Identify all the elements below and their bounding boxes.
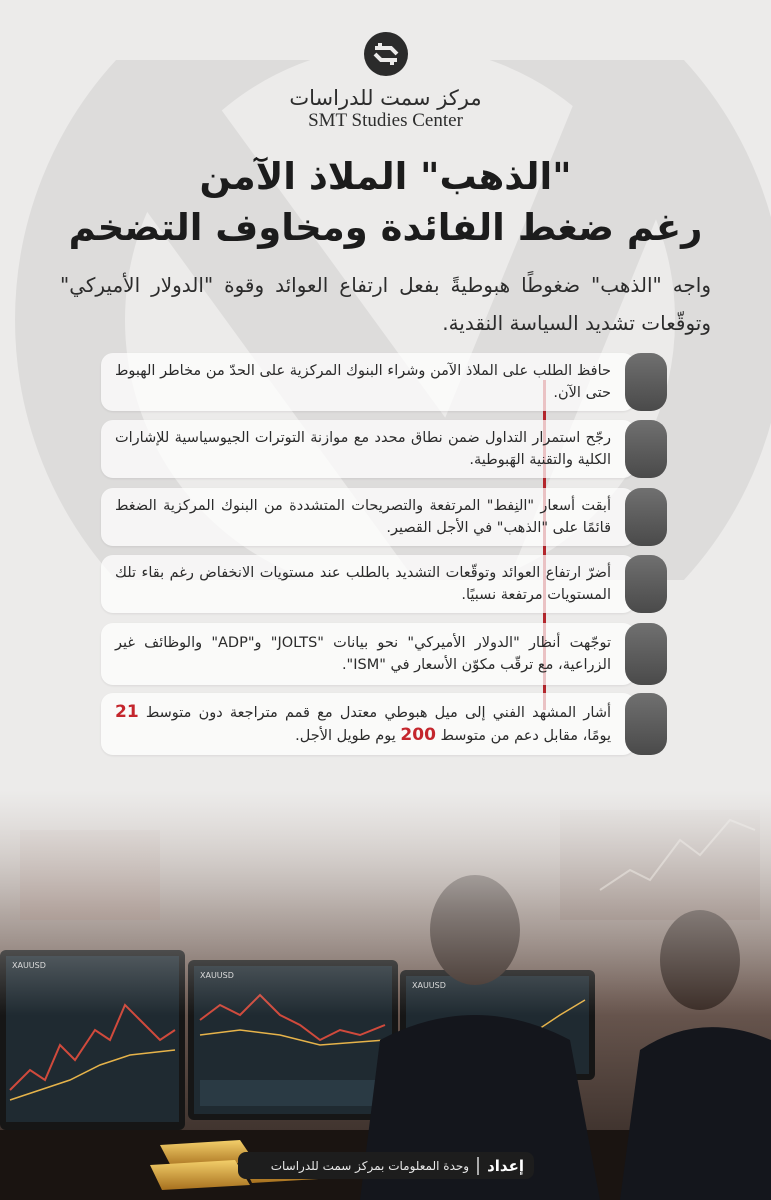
- list-item: [101, 420, 667, 478]
- item-text: رجّح استمرار التداول ضمن نطاق محدد مع موازنة التوترات الجيوسياسية للإشارات الكلية والتقنية الهَبوطية.: [115, 430, 611, 468]
- highlight-number: 21: [115, 702, 139, 722]
- intro-paragraph: واجه "الذهب" ضغوطًا هبوطيةً بفعل ارتفاع العوائد وقوة "الدولار الأميركي" وتوقّعات تشديد السياسة النقدية.: [60, 273, 711, 335]
- trading-room-photo: [0, 790, 771, 1200]
- credits-label: إعداد: [477, 1157, 534, 1175]
- item-tab: [625, 623, 667, 685]
- title-line-1: "الذهب" الملاذ الآمن: [199, 155, 572, 198]
- smt-emblem-icon: [362, 30, 410, 78]
- list-item: [101, 353, 667, 411]
- item-text: حافظ الطلب على الملاذ الآمن وشراء البنوك المركزية على الحدّ من مخاطر الهبوط حتى الآن.: [115, 363, 611, 401]
- list-item: [101, 555, 667, 613]
- credits-bar: [238, 1152, 534, 1179]
- list-item: [101, 623, 667, 685]
- item-text-part: أشار المشهد الفني إلى ميل هبوطي معتدل مع قمم متراجعة دون متوسط: [138, 705, 611, 721]
- list-item: [101, 693, 667, 755]
- item-tab: [625, 488, 667, 546]
- item-text: توجّهت أنظار "الدولار الأميركي" نحو بيانات "JOLTS" و"ADP" والوظائف غير الزراعية، مع ترقّب مكوّن الأسعار في "ISM".: [115, 635, 611, 673]
- item-text-part: يومًا، مقابل دعم من متوسط: [435, 728, 611, 744]
- item-text-part: يوم طويل الأجل.: [295, 728, 401, 744]
- highlight-number: 200: [400, 725, 436, 745]
- list-item: [101, 488, 667, 546]
- page-title: [20, 152, 751, 254]
- title-line-2: رغم ضغط الفائدة ومخاوف التضخم: [68, 206, 703, 249]
- brand-name-ar: مركز سمت للدراسات: [289, 86, 482, 110]
- item-tab: [625, 693, 667, 755]
- credits-value: وحدة المعلومات بمركز سمت للدراسات: [270, 1158, 470, 1173]
- brand-name-en: SMT Studies Center: [308, 110, 463, 131]
- item-text: [115, 701, 611, 747]
- item-tab: [625, 555, 667, 613]
- item-tab: [625, 353, 667, 411]
- item-tab: [625, 420, 667, 478]
- brand-logo: [0, 30, 771, 132]
- item-text: أبقت أسعار "النِفط" المرتفعة والتصريحات المتشددة من البنوك المركزية الضغط قائمًا على "الذهب" في الأجل القصير.: [115, 498, 611, 536]
- item-text: أضرّ ارتفاع العوائد وتوقّعات التشديد بالطلب عند مستويات الانخفاض رغم بقاء تلك المستويات مرتفعة نسبيًا.: [115, 565, 611, 603]
